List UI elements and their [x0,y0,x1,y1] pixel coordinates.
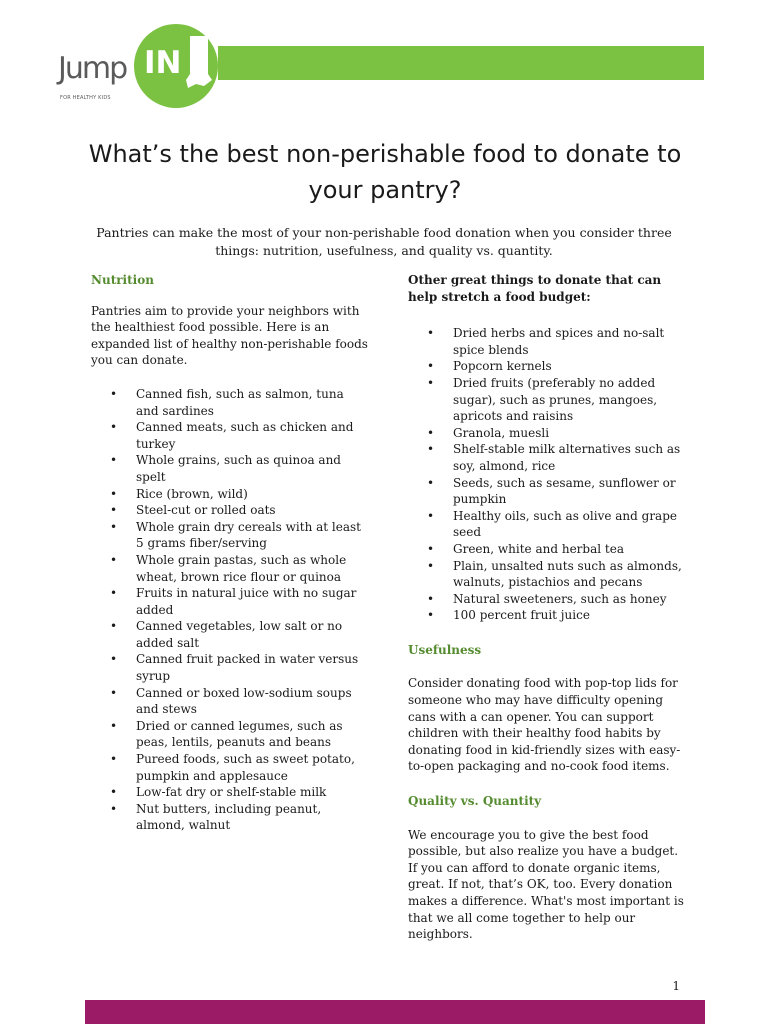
list-item: • Dried fruits (preferably no added sugar), such as prunes, mangoes, apricots and raisins [408,375,690,425]
other-heading: Other great things to donate that can help stretch a food budget: [408,273,662,304]
list-item: • Popcorn kernels [408,358,690,375]
list-item: • Canned fish, such as salmon, tuna and sardines [91,386,369,419]
list-item: • Granola, muesli [408,425,690,442]
list-item: • Canned meats, such as chicken and turkey [91,419,369,452]
footer-bar [85,1000,705,1024]
list-item: • Healthy oils, such as olive and grape seed [408,508,690,541]
list-item: • Nut butters, including peanut, almond, walnut [91,801,369,834]
nutrition-paragraph: Pantries aim to provide your neighbors with the healthiest food possible. Here is an expanded list of healthy non-perishable foods you can donate. [91,303,368,368]
nutrition-heading: Nutrition [91,273,154,287]
quality-paragraph: We encourage you to give the best food possible, but also realize you have a budget. If you can afford to donate organic items, great. If not, that’s OK, too. Every donation makes a difference. What's most important is that we all come together to help our neighbors. [408,827,684,942]
logo-word: Jump [58,51,127,86]
page-title: What’s the best non-perishable food to donate to your pantry? [88,140,682,204]
list-item: • Plain, unsalted nuts such as almonds, walnuts, pistachios and pecans [408,558,690,591]
list-item: • Low-fat dry or shelf-stable milk [91,784,369,801]
jumpin-logo [58,22,218,110]
logo-tagline: FOR HEALTHY KIDS [60,95,111,101]
right-column [408,272,690,943]
list-item: • Green, white and herbal tea [408,541,690,558]
list-item: • Shelf-stable milk alternatives such as soy, almond, rice [408,441,690,474]
list-item: • Steel-cut or rolled oats [91,502,369,519]
list-item: • Fruits in natural juice with no sugar added [91,585,369,618]
intro-text: Pantries can make the most of your non-perishable food donation when you consider three things: nutrition, usefulness, and quality vs. quantity. [96,225,672,258]
list-item: • Canned or boxed low-sodium soups and stews [91,685,369,718]
usefulness-heading: Usefulness [408,642,482,657]
list-item: • Canned vegetables, low salt or no added salt [91,618,369,651]
list-item: • Canned fruit packed in water versus syrup [91,651,369,684]
quality-heading: Quality vs. Quantity [408,794,542,809]
list-item: • Whole grains, such as quinoa and spelt [91,452,369,485]
list-item: • Dried or canned legumes, such as peas, lentils, peanuts and beans [91,718,369,751]
list-item: • Whole grain dry cereals with at least 5 grams fiber/serving [91,519,369,552]
list-item: • Natural sweeteners, such as honey [408,591,690,608]
other-list [408,325,690,624]
indiana-map-icon [184,34,214,90]
header-bar [218,46,704,80]
page-number: 1 [672,979,680,993]
left-column [91,272,369,834]
list-item: • 100 percent fruit juice [408,607,690,624]
list-item: • Pureed foods, such as sweet potato, pumpkin and applesauce [91,751,369,784]
usefulness-paragraph: Consider donating food with pop-top lids for someone who may have difficulty opening cans with a can opener. You can support children with their healthy food habits by donating food in kid-friendly sizes with easy-to-open packaging and no-cook food items. [408,676,681,774]
logo-in: IN [144,45,182,81]
list-item: • Rice (brown, wild) [91,486,369,503]
list-item: • Whole grain pastas, such as whole wheat, brown rice flour or quinoa [91,552,369,585]
nutrition-list [91,386,369,834]
list-item: • Dried herbs and spices and no-salt spice blends [408,325,690,358]
list-item: • Seeds, such as sesame, sunflower or pumpkin [408,475,690,508]
